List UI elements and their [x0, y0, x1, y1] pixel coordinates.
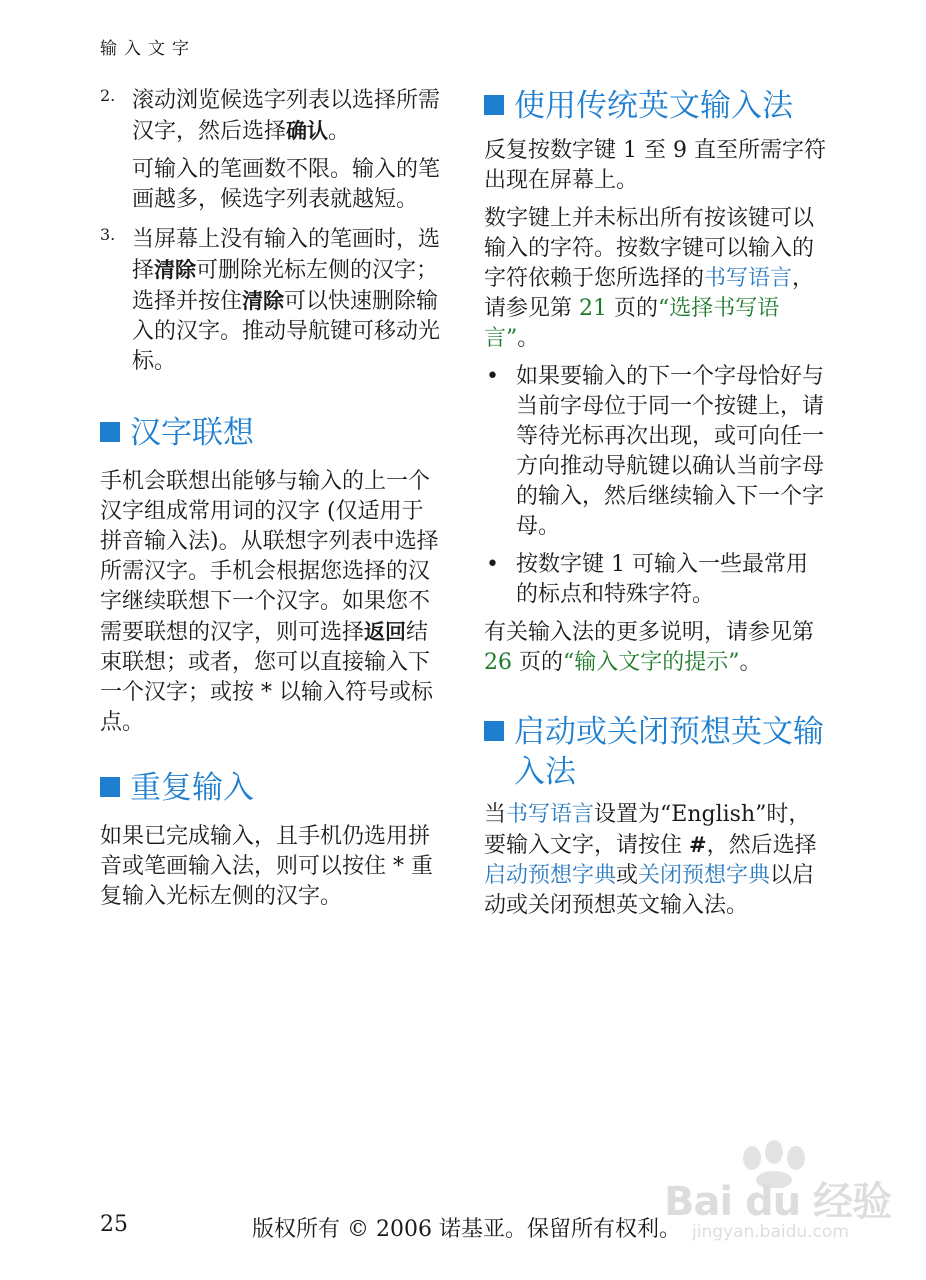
bold-term: 清除	[242, 289, 285, 313]
steps-list	[100, 86, 445, 377]
bullet-item	[484, 550, 829, 610]
watermark	[662, 1140, 902, 1250]
cross-reference[interactable]: 26	[484, 650, 512, 675]
bullet-icon: •	[486, 552, 499, 577]
step-number: 2.	[100, 86, 116, 105]
heading-square-icon	[100, 422, 120, 442]
page-number: 25	[100, 1212, 128, 1237]
heading-square-icon	[484, 721, 504, 741]
step-number: 3.	[100, 225, 116, 244]
bold-term: #	[689, 833, 707, 857]
watermark-logo: Bai du 经验	[664, 1179, 892, 1225]
bold-term: 返回	[364, 620, 407, 644]
paragraph: 数字键上并未标出所有按该键可以输入的字符。按数字键可以输入的字符依赖于您所选择的书写语言，请参见第 21 页的“选择书写语言”。	[484, 206, 815, 351]
section-heading: 汉字联想	[100, 413, 445, 453]
bullet-item	[484, 362, 829, 542]
section-heading: 启动或关闭预想英文输入法	[484, 712, 829, 792]
paragraph: 如果要输入的下一个字母恰好与当前字母位于同一个按键上，请等待光标再次出现，或可向任一方向推动导航键以确认当前字母的输入，然后继续输入下一个字母。	[516, 364, 825, 539]
paragraph: 可输入的笔画数不限。输入的笔画越多，候选字列表就越短。	[132, 157, 441, 212]
paragraph: 手机会联想出能够与输入的上一个汉字组成常用词的汉字 (仅适用于拼音输入法)。从联想字列表中选择所需汉字。手机会根据您选择的汉字继续联想下一个汉字。如果您不需要联想的汉字，则可选择返回结束联想；或者，您可以直接输入下一个汉字；或按 * 以输入符号或标点。	[100, 469, 439, 735]
section-heading: 重复输入	[100, 768, 445, 808]
bullet-icon: •	[486, 364, 499, 389]
cross-reference[interactable]: “选择书写语言”	[484, 296, 780, 351]
running-header: 输入文字	[100, 39, 196, 59]
section-heading: 使用传统英文输入法	[484, 86, 829, 126]
heading-square-icon	[484, 95, 504, 115]
step-item	[100, 225, 445, 377]
copyright-notice: 版权所有 © 2006 诺基亚。保留所有权利。	[252, 1217, 681, 1242]
step-item	[100, 86, 445, 215]
paragraph: 有关输入法的更多说明，请参见第 26 页的“输入文字的提示”。	[484, 620, 815, 675]
left-column	[100, 86, 445, 920]
heading-square-icon	[100, 777, 120, 797]
menu-term-link[interactable]: 启动预想字典	[484, 863, 617, 888]
right-column	[484, 86, 829, 929]
menu-term-link[interactable]: 书写语言	[506, 802, 595, 827]
paragraph: 按数字键 1 可输入一些最常用的标点和特殊字符。	[516, 552, 808, 607]
bold-term: 清除	[154, 258, 197, 282]
paragraph: 如果已完成输入，且手机仍选用拼音或笔画输入法，则可以按住 * 重复输入光标左侧的汉字。	[100, 824, 433, 909]
paragraph: 当屏幕上没有输入的笔画时，选择清除可删除光标左侧的汉字；选择并按住清除可以快速删除输入的汉字。推动导航键可移动光标。	[132, 227, 441, 374]
paragraph: 当书写语言设置为“English”时，要输入文字，请按住 #，然后选择启动预想字典或关闭预想字典以启动或关闭预想英文输入法。	[484, 802, 817, 918]
menu-term-link[interactable]: 书写语言	[704, 266, 793, 291]
cross-reference[interactable]: “输入文字的提示”	[563, 650, 740, 675]
paragraph: 反复按数字键 1 至 9 直至所需字符出现在屏幕上。	[484, 138, 826, 193]
menu-term-link[interactable]: 关闭预想字典	[638, 863, 771, 888]
cross-reference[interactable]: 21	[579, 296, 607, 321]
bold-term: 确认	[286, 119, 329, 143]
paragraph: 滚动浏览候选字列表以选择所需汉字，然后选择确认。	[132, 88, 441, 144]
watermark-url: jingyan.baidu.com	[692, 1222, 849, 1242]
